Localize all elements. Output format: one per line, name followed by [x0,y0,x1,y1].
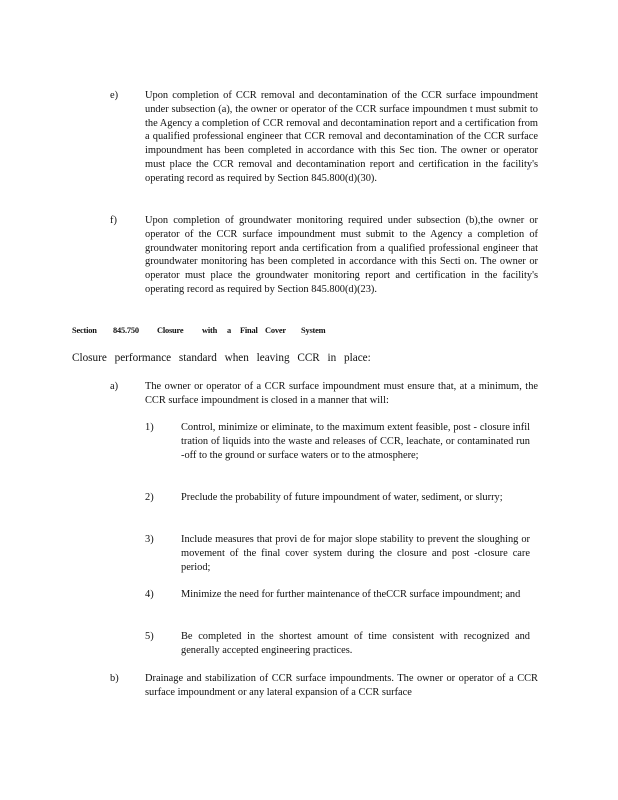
section-title-word: Cover [265,326,286,335]
section-title-word: a [227,326,231,335]
section-heading [0,326,618,338]
section-title-word: Closure [157,326,184,335]
item-f-paragraph: Upon completion of groundwater monitoring required under subsection (b),the owner or operator of the CCR surface impoundment must submit to the Agency a completion of groundwater monitoring report anda certification from a qualified professional engineer that groundwater monitoring has been completed in accordance with this Secti on. The owner or operator must place the groundwater monitoring report and certification in the facility's operating record as required by Section 845.800(d)(23). [145,215,538,295]
item-f-label: f) [110,215,117,226]
item-e-label: e) [110,90,119,101]
lead-text: Closure performance standard when leaving CCR in place: [72,352,371,364]
item-e-paragraph: Upon completion of CCR removal and decontamination of the CCR surface impoundment under subsection (a), the owner or operator of the CCR surface impoundmen t must submit to the Agency a completion of CCR removal and decontamination report and a certification from a qualified professional engineer that CCR removal and decontamination of the CCR surface impoundment has been completed in accordance with this Sec tion. The owner or operator must place the CCR removal and decontamination report and certification in the facility's operating record as required by Section 845.800(d)(30). [145,90,538,184]
list-item-label: 3) [145,534,154,545]
list-item-text: Be completed in the shortest amount of time consistent with recognized and generally accepted engineering practices. [181,631,530,656]
subsection-a-label: a) [110,381,119,392]
subsection-b-label: b) [110,673,119,684]
list-item-text: Include measures that provi de for major slope stability to prevent the sloughing or movement of the final cover system during the closure and post -closure care period; [181,534,530,573]
list-item-text: Minimize the need for further maintenance of theCCR surface impoundment; and [181,589,521,600]
list-item-text: Control, minimize or eliminate, to the maximum extent feasible, post - closure infil tration of liquids into the waste and releases of CCR, leachate, or contaminated run -off to the ground or surface waters or to the atmosphere; [181,422,530,461]
list-item-label: 5) [145,631,154,642]
list-item-label: 1) [145,422,154,433]
subsection-b-paragraph: Drainage and stabilization of CCR surface impoundments. The owner or operator of a CCR surface impoundment or any lateral expansion of a CCR surface [145,673,538,698]
section-word: Section [72,326,97,335]
section-number: 845.750 [113,326,139,335]
section-title-word: Final [240,326,258,335]
subsection-a-paragraph: The owner or operator of a CCR surface impoundment must ensure that, at a minimum, the CCR surface impoundment is closed in a manner that will: [145,381,538,406]
list-item-text: Preclude the probability of future impoundment of water, sediment, or slurry; [181,492,503,503]
section-title-word: System [301,326,326,335]
list-item-label: 4) [145,589,154,600]
section-title-word: with [202,326,218,335]
list-item-label: 2) [145,492,154,503]
